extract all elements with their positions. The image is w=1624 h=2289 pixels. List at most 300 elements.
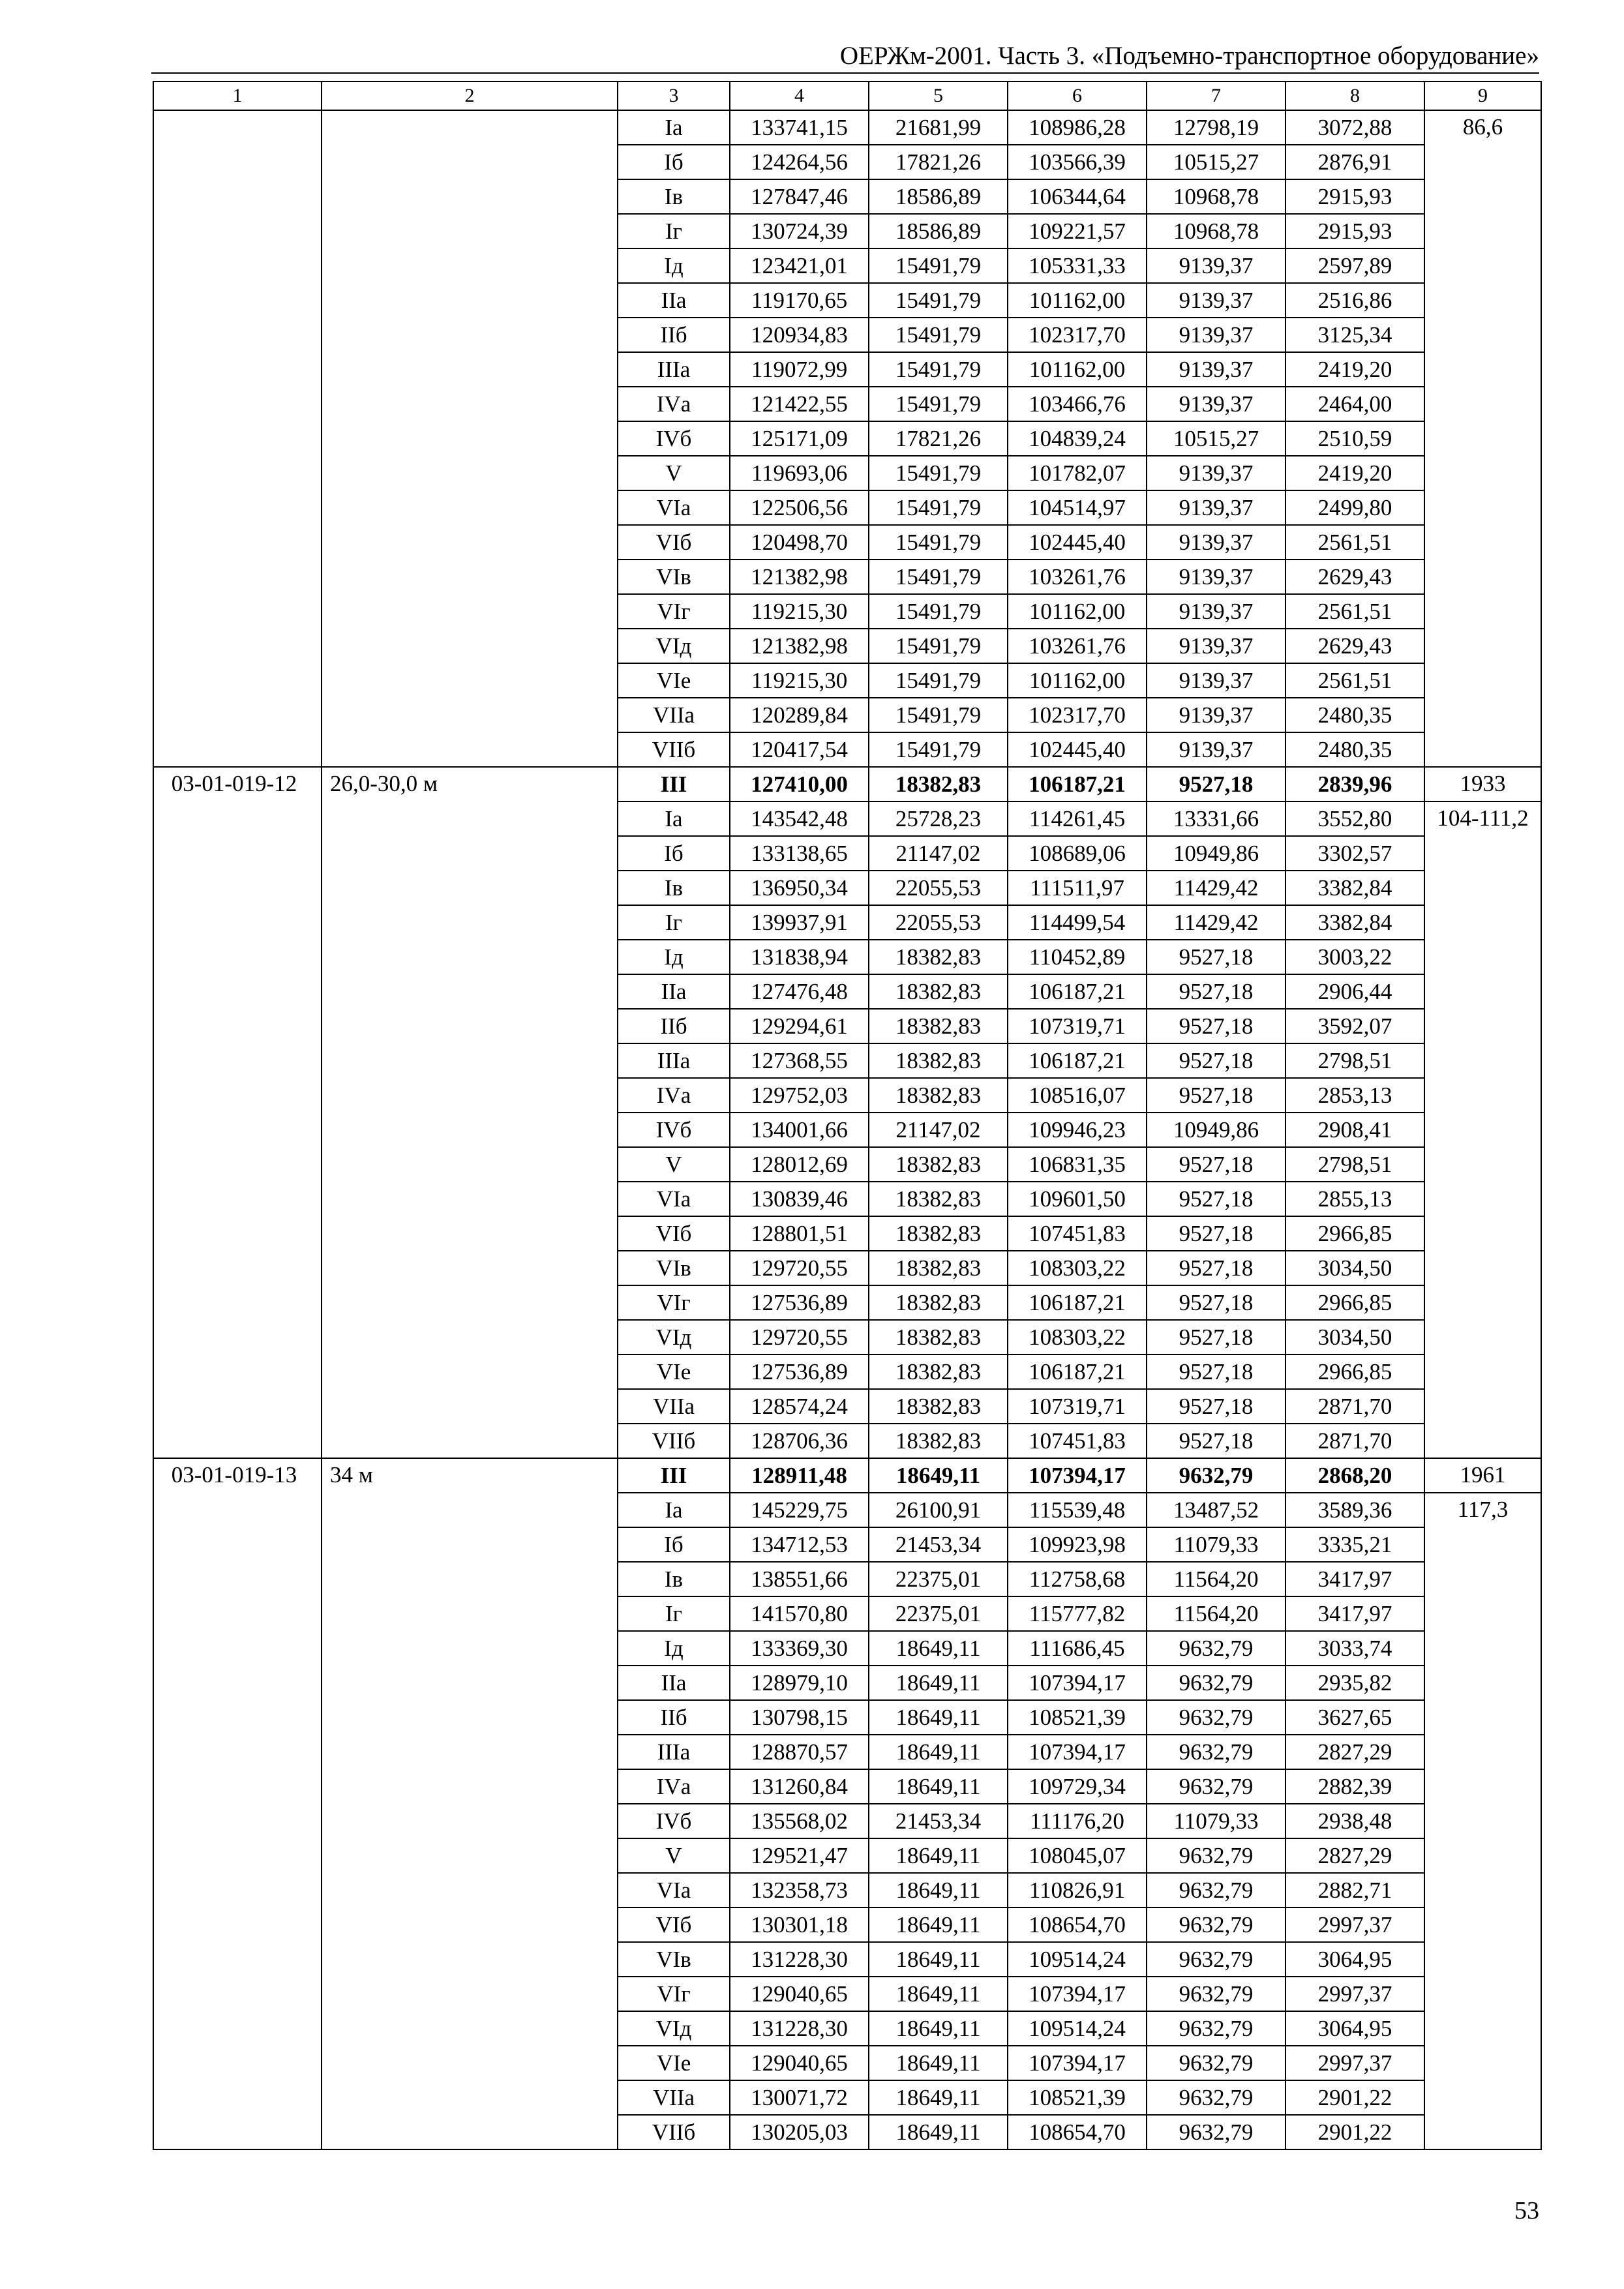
value-cell: 21453,34: [869, 1804, 1008, 1838]
value-cell: 119072,99: [730, 352, 869, 387]
value-cell: 103466,76: [1008, 387, 1147, 421]
page-header: ОЕРЖм-2001. Часть 3. «Подъемно-транспортное оборудование»: [839, 42, 1539, 70]
value-cell: 127476,48: [730, 974, 869, 1009]
subgroup-cell: IIIа: [618, 1043, 730, 1078]
subgroup-cell: VIг: [618, 594, 730, 629]
value-cell: 128574,24: [730, 1389, 869, 1424]
value-cell: 9527,18: [1147, 1182, 1286, 1216]
value-cell: 2419,20: [1286, 456, 1424, 490]
value-cell: 15491,79: [869, 248, 1008, 283]
value-cell: 2499,80: [1286, 490, 1424, 525]
value-cell: 9632,79: [1147, 1700, 1286, 1735]
value-cell: 103261,76: [1008, 629, 1147, 663]
subgroup-cell: Iб: [618, 145, 730, 179]
value-cell: 114261,45: [1008, 801, 1147, 836]
value-cell: 18382,83: [869, 1251, 1008, 1285]
value-cell: 110826,91: [1008, 1873, 1147, 1908]
value-cell: 2798,51: [1286, 1147, 1424, 1182]
value-cell: 2915,93: [1286, 179, 1424, 214]
subgroup-cell: VIг: [618, 1285, 730, 1320]
subgroup-cell: VIIб: [618, 1424, 730, 1458]
value-cell: 2561,51: [1286, 594, 1424, 629]
value-cell: 9139,37: [1147, 560, 1286, 594]
value-cell: 145229,75: [730, 1493, 869, 1527]
description-cell: 34 м: [322, 1458, 618, 2149]
value-cell: 9632,79: [1147, 1838, 1286, 1873]
column-number: 4: [730, 82, 869, 110]
subgroup-cell: VIа: [618, 490, 730, 525]
value-cell: 9527,18: [1147, 1424, 1286, 1458]
value-cell: 21147,02: [869, 836, 1008, 871]
value-cell: 3592,07: [1286, 1009, 1424, 1043]
value-cell: 9632,79: [1147, 2011, 1286, 2046]
value-cell: 101162,00: [1008, 352, 1147, 387]
subgroup-cell: Iг: [618, 1596, 730, 1631]
value-cell: 135568,02: [730, 1804, 869, 1838]
value-cell: 2561,51: [1286, 663, 1424, 698]
value-cell: 101162,00: [1008, 663, 1147, 698]
value-cell: 3064,95: [1286, 1942, 1424, 1977]
value-cell: 2853,13: [1286, 1078, 1424, 1113]
value-cell: 18382,83: [869, 1285, 1008, 1320]
value-cell: 134712,53: [730, 1527, 869, 1562]
value-cell: 9632,79: [1147, 1735, 1286, 1769]
value-cell: 128801,51: [730, 1216, 869, 1251]
value-cell: 25728,23: [869, 801, 1008, 836]
value-cell: 9527,18: [1147, 1043, 1286, 1078]
subgroup-cell: VIе: [618, 1354, 730, 1389]
value-cell: 18649,11: [869, 1838, 1008, 1873]
subgroup-cell: VIе: [618, 2046, 730, 2080]
subgroup-cell: IIIа: [618, 352, 730, 387]
value-cell: 108303,22: [1008, 1251, 1147, 1285]
subgroup-cell: VIв: [618, 560, 730, 594]
value-cell: 9139,37: [1147, 490, 1286, 525]
subgroup-cell: IIа: [618, 974, 730, 1009]
subgroup-cell: IIIа: [618, 1735, 730, 1769]
value-cell: 107394,17: [1008, 1458, 1147, 1493]
value-cell: 121382,98: [730, 560, 869, 594]
value-cell: 107319,71: [1008, 1009, 1147, 1043]
value-cell: 2915,93: [1286, 214, 1424, 248]
subgroup-cell: IIа: [618, 1666, 730, 1700]
subgroup-cell: VIв: [618, 1942, 730, 1977]
labor-cell: 104-111,2: [1424, 801, 1541, 1458]
value-cell: 108303,22: [1008, 1320, 1147, 1354]
value-cell: 9527,18: [1147, 1216, 1286, 1251]
value-cell: 18649,11: [869, 1631, 1008, 1666]
value-cell: 9139,37: [1147, 663, 1286, 698]
summary-row: [153, 767, 1541, 801]
value-cell: 18382,83: [869, 1424, 1008, 1458]
value-cell: 3033,74: [1286, 1631, 1424, 1666]
value-cell: 10949,86: [1147, 1113, 1286, 1147]
subgroup-cell: VIв: [618, 1251, 730, 1285]
value-cell: 18382,83: [869, 1216, 1008, 1251]
value-cell: 2480,35: [1286, 732, 1424, 767]
subgroup-cell: VIIа: [618, 1389, 730, 1424]
value-cell: 9527,18: [1147, 1320, 1286, 1354]
value-cell: 128870,57: [730, 1735, 869, 1769]
value-cell: 108521,39: [1008, 2080, 1147, 2115]
value-cell: 11079,33: [1147, 1527, 1286, 1562]
value-cell: 9139,37: [1147, 525, 1286, 560]
value-cell: 124264,56: [730, 145, 869, 179]
labor-cell: 1933: [1424, 767, 1541, 801]
value-cell: 9139,37: [1147, 456, 1286, 490]
value-cell: 18649,11: [869, 1735, 1008, 1769]
value-cell: 2839,96: [1286, 767, 1424, 801]
value-cell: 15491,79: [869, 629, 1008, 663]
value-cell: 134001,66: [730, 1113, 869, 1147]
value-cell: 15491,79: [869, 594, 1008, 629]
value-cell: 3382,84: [1286, 871, 1424, 905]
value-cell: 130301,18: [730, 1908, 869, 1942]
value-cell: 18382,83: [869, 767, 1008, 801]
value-cell: 101162,00: [1008, 594, 1147, 629]
subgroup-cell: Iа: [618, 801, 730, 836]
value-cell: 15491,79: [869, 352, 1008, 387]
value-cell: 2876,91: [1286, 145, 1424, 179]
subgroup-cell: Iб: [618, 1527, 730, 1562]
value-cell: 18382,83: [869, 1389, 1008, 1424]
value-cell: 107394,17: [1008, 2046, 1147, 2080]
value-cell: 15491,79: [869, 456, 1008, 490]
page-number: 53: [1514, 2197, 1539, 2224]
subgroup-cell: Iа: [618, 1493, 730, 1527]
labor-cell: 86,6: [1424, 110, 1541, 767]
value-cell: 11429,42: [1147, 905, 1286, 940]
value-cell: 2827,29: [1286, 1838, 1424, 1873]
subgroup-cell: V: [618, 1838, 730, 1873]
value-cell: 2935,82: [1286, 1666, 1424, 1700]
value-cell: 17821,26: [869, 145, 1008, 179]
value-cell: 21453,34: [869, 1527, 1008, 1562]
value-cell: 22375,01: [869, 1596, 1008, 1631]
value-cell: 9632,79: [1147, 1873, 1286, 1908]
value-cell: 125171,09: [730, 421, 869, 456]
value-cell: 109514,24: [1008, 2011, 1147, 2046]
value-cell: 9527,18: [1147, 974, 1286, 1009]
column-number: 1: [153, 82, 322, 110]
subgroup-cell: Iв: [618, 179, 730, 214]
value-cell: 2798,51: [1286, 1043, 1424, 1078]
value-cell: 2827,29: [1286, 1735, 1424, 1769]
value-cell: 127368,55: [730, 1043, 869, 1078]
value-cell: 9527,18: [1147, 1078, 1286, 1113]
value-cell: 9632,79: [1147, 2115, 1286, 2149]
value-cell: 108045,07: [1008, 1838, 1147, 1873]
value-cell: 102317,70: [1008, 698, 1147, 732]
value-cell: 139937,91: [730, 905, 869, 940]
value-cell: 13331,66: [1147, 801, 1286, 836]
value-cell: 18382,83: [869, 1078, 1008, 1113]
value-cell: 10515,27: [1147, 145, 1286, 179]
value-cell: 3417,97: [1286, 1562, 1424, 1596]
subgroup-cell: Iб: [618, 836, 730, 871]
value-cell: 136950,34: [730, 871, 869, 905]
value-cell: 9632,79: [1147, 1666, 1286, 1700]
value-cell: 106187,21: [1008, 1043, 1147, 1078]
value-cell: 18649,11: [869, 1458, 1008, 1493]
value-cell: 109221,57: [1008, 214, 1147, 248]
subgroup-cell: IIб: [618, 1700, 730, 1735]
subgroup-cell: IIб: [618, 318, 730, 352]
value-cell: 2997,37: [1286, 1908, 1424, 1942]
value-cell: 106187,21: [1008, 1285, 1147, 1320]
value-cell: 18382,83: [869, 940, 1008, 974]
value-cell: 105331,33: [1008, 248, 1147, 283]
value-cell: 132358,73: [730, 1873, 869, 1908]
column-number: 6: [1008, 82, 1147, 110]
value-cell: 108654,70: [1008, 1908, 1147, 1942]
value-cell: 127536,89: [730, 1354, 869, 1389]
value-cell: 102445,40: [1008, 732, 1147, 767]
value-cell: 129720,55: [730, 1251, 869, 1285]
value-cell: 9632,79: [1147, 1631, 1286, 1666]
value-cell: 12798,19: [1147, 110, 1286, 145]
description-cell: [322, 110, 618, 767]
value-cell: 18649,11: [869, 2011, 1008, 2046]
subgroup-cell: V: [618, 456, 730, 490]
value-cell: 133138,65: [730, 836, 869, 871]
value-cell: 9632,79: [1147, 1942, 1286, 1977]
value-cell: 106344,64: [1008, 179, 1147, 214]
subgroup-cell: VIд: [618, 629, 730, 663]
value-cell: 3072,88: [1286, 110, 1424, 145]
value-cell: 2966,85: [1286, 1285, 1424, 1320]
value-cell: 120417,54: [730, 732, 869, 767]
value-cell: 9139,37: [1147, 283, 1286, 318]
value-cell: 18382,83: [869, 1043, 1008, 1078]
value-cell: 106187,21: [1008, 1354, 1147, 1389]
value-cell: 107319,71: [1008, 1389, 1147, 1424]
value-cell: 2516,86: [1286, 283, 1424, 318]
value-cell: 3034,50: [1286, 1251, 1424, 1285]
value-cell: 18382,83: [869, 1182, 1008, 1216]
value-cell: 122506,56: [730, 490, 869, 525]
value-cell: 108689,06: [1008, 836, 1147, 871]
value-cell: 18586,89: [869, 214, 1008, 248]
value-cell: 18586,89: [869, 179, 1008, 214]
value-cell: 109601,50: [1008, 1182, 1147, 1216]
value-cell: 15491,79: [869, 283, 1008, 318]
value-cell: 111511,97: [1008, 871, 1147, 905]
value-cell: 10968,78: [1147, 214, 1286, 248]
value-cell: 11079,33: [1147, 1804, 1286, 1838]
subgroup-cell: V: [618, 1147, 730, 1182]
value-cell: 2901,22: [1286, 2080, 1424, 2115]
value-cell: 120934,83: [730, 318, 869, 352]
value-cell: 15491,79: [869, 525, 1008, 560]
value-cell: 130205,03: [730, 2115, 869, 2149]
value-cell: 102317,70: [1008, 318, 1147, 352]
value-cell: 138551,66: [730, 1562, 869, 1596]
value-cell: 2629,43: [1286, 629, 1424, 663]
value-cell: 3589,36: [1286, 1493, 1424, 1527]
subgroup-cell: VIIа: [618, 698, 730, 732]
value-cell: 18649,11: [869, 1977, 1008, 2011]
table-row: [153, 110, 1541, 145]
subgroup-cell: VIа: [618, 1873, 730, 1908]
value-cell: 133741,15: [730, 110, 869, 145]
value-cell: 3335,21: [1286, 1527, 1424, 1562]
value-cell: 2938,48: [1286, 1804, 1424, 1838]
value-cell: 15491,79: [869, 698, 1008, 732]
value-cell: 111686,45: [1008, 1631, 1147, 1666]
value-cell: 2629,43: [1286, 560, 1424, 594]
value-cell: 18382,83: [869, 1320, 1008, 1354]
value-cell: 121422,55: [730, 387, 869, 421]
value-cell: 9139,37: [1147, 318, 1286, 352]
column-number: 2: [322, 82, 618, 110]
subgroup-cell: VIб: [618, 1216, 730, 1251]
value-cell: 18649,11: [869, 1873, 1008, 1908]
value-cell: 9527,18: [1147, 1354, 1286, 1389]
labor-cell: 117,3: [1424, 1493, 1541, 2149]
value-cell: 18382,83: [869, 1009, 1008, 1043]
value-cell: 109514,24: [1008, 1942, 1147, 1977]
subgroup-cell: IVа: [618, 1769, 730, 1804]
value-cell: 130724,39: [730, 214, 869, 248]
subgroup-cell: IIб: [618, 1009, 730, 1043]
value-cell: 106187,21: [1008, 767, 1147, 801]
value-cell: 9139,37: [1147, 352, 1286, 387]
value-cell: 131228,30: [730, 2011, 869, 2046]
subgroup-cell: IVб: [618, 1804, 730, 1838]
value-cell: 9139,37: [1147, 248, 1286, 283]
subgroup-cell: VIд: [618, 1320, 730, 1354]
value-cell: 21147,02: [869, 1113, 1008, 1147]
value-cell: 119693,06: [730, 456, 869, 490]
subgroup-cell: Iд: [618, 248, 730, 283]
value-cell: 3417,97: [1286, 1596, 1424, 1631]
value-cell: 107451,83: [1008, 1424, 1147, 1458]
value-cell: 128911,48: [730, 1458, 869, 1493]
value-cell: 2868,20: [1286, 1458, 1424, 1493]
value-cell: 108986,28: [1008, 110, 1147, 145]
value-cell: 9527,18: [1147, 1147, 1286, 1182]
value-cell: 128706,36: [730, 1424, 869, 1458]
subgroup-cell: IVб: [618, 421, 730, 456]
value-cell: 9632,79: [1147, 1769, 1286, 1804]
column-number: 7: [1147, 82, 1286, 110]
value-cell: 130071,72: [730, 2080, 869, 2115]
value-cell: 127847,46: [730, 179, 869, 214]
value-cell: 120498,70: [730, 525, 869, 560]
value-cell: 112758,68: [1008, 1562, 1147, 1596]
value-cell: 121382,98: [730, 629, 869, 663]
subgroup-cell: VIIб: [618, 2115, 730, 2149]
value-cell: 108516,07: [1008, 1078, 1147, 1113]
subgroup-cell: Iд: [618, 940, 730, 974]
value-cell: 110452,89: [1008, 940, 1147, 974]
value-cell: 26100,91: [869, 1493, 1008, 1527]
description-cell: 26,0-30,0 м: [322, 767, 618, 1458]
value-cell: 13487,52: [1147, 1493, 1286, 1527]
value-cell: 129040,65: [730, 1977, 869, 2011]
value-cell: 9527,18: [1147, 1251, 1286, 1285]
value-cell: 3382,84: [1286, 905, 1424, 940]
value-cell: 129521,47: [730, 1838, 869, 1873]
value-cell: 131228,30: [730, 1942, 869, 1977]
rate-code-cell: [153, 110, 322, 767]
value-cell: 129040,65: [730, 2046, 869, 2080]
value-cell: 108654,70: [1008, 2115, 1147, 2149]
value-cell: 3003,22: [1286, 940, 1424, 974]
value-cell: 9527,18: [1147, 1285, 1286, 1320]
value-cell: 104514,97: [1008, 490, 1147, 525]
value-cell: 3034,50: [1286, 1320, 1424, 1354]
value-cell: 3302,57: [1286, 836, 1424, 871]
value-cell: 131260,84: [730, 1769, 869, 1804]
subgroup-cell: VIд: [618, 2011, 730, 2046]
value-cell: 18382,83: [869, 1354, 1008, 1389]
column-number: 5: [869, 82, 1008, 110]
value-cell: 18649,11: [869, 1942, 1008, 1977]
value-cell: 18649,11: [869, 2046, 1008, 2080]
value-cell: 129720,55: [730, 1320, 869, 1354]
column-number: 3: [618, 82, 730, 110]
value-cell: 2561,51: [1286, 525, 1424, 560]
value-cell: 10968,78: [1147, 179, 1286, 214]
value-cell: 115539,48: [1008, 1493, 1147, 1527]
value-cell: 2908,41: [1286, 1113, 1424, 1147]
value-cell: 2882,39: [1286, 1769, 1424, 1804]
value-cell: 15491,79: [869, 490, 1008, 525]
value-cell: 107394,17: [1008, 1977, 1147, 2011]
subgroup-cell: Iв: [618, 871, 730, 905]
value-cell: 143542,48: [730, 801, 869, 836]
value-cell: 130798,15: [730, 1700, 869, 1735]
value-cell: 9527,18: [1147, 767, 1286, 801]
value-cell: 9139,37: [1147, 629, 1286, 663]
subgroup-cell: Iд: [618, 1631, 730, 1666]
value-cell: 18649,11: [869, 2080, 1008, 2115]
column-number-row: [153, 82, 1541, 110]
value-cell: 119215,30: [730, 663, 869, 698]
value-cell: 22055,53: [869, 871, 1008, 905]
value-cell: 9139,37: [1147, 698, 1286, 732]
subgroup-cell: III: [618, 1458, 730, 1493]
value-cell: 2597,89: [1286, 248, 1424, 283]
value-cell: 127536,89: [730, 1285, 869, 1320]
value-cell: 9527,18: [1147, 1009, 1286, 1043]
value-cell: 10949,86: [1147, 836, 1286, 871]
value-cell: 18649,11: [869, 1700, 1008, 1735]
value-cell: 129752,03: [730, 1078, 869, 1113]
value-cell: 102445,40: [1008, 525, 1147, 560]
value-cell: 9139,37: [1147, 594, 1286, 629]
value-cell: 18382,83: [869, 1147, 1008, 1182]
value-cell: 22055,53: [869, 905, 1008, 940]
value-cell: 115777,82: [1008, 1596, 1147, 1631]
value-cell: 11564,20: [1147, 1562, 1286, 1596]
value-cell: 18649,11: [869, 1769, 1008, 1804]
value-cell: 119215,30: [730, 594, 869, 629]
value-cell: 9632,79: [1147, 1458, 1286, 1493]
value-cell: 15491,79: [869, 663, 1008, 698]
value-cell: 9139,37: [1147, 387, 1286, 421]
value-cell: 107394,17: [1008, 1735, 1147, 1769]
value-cell: 2997,37: [1286, 1977, 1424, 2011]
value-cell: 15491,79: [869, 387, 1008, 421]
value-cell: 104839,24: [1008, 421, 1147, 456]
value-cell: 2882,71: [1286, 1873, 1424, 1908]
value-cell: 108521,39: [1008, 1700, 1147, 1735]
value-cell: 133369,30: [730, 1631, 869, 1666]
value-cell: 10515,27: [1147, 421, 1286, 456]
